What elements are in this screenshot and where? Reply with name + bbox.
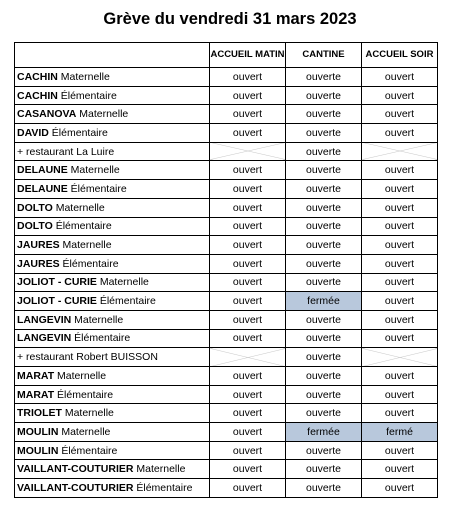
school-name-cell [15,367,210,386]
school-name: MARAT [17,369,55,382]
table-row [15,161,438,180]
school-name-cell [15,105,210,124]
school-level: Maternelle [96,276,149,289]
school-name-cell [15,142,210,161]
accueil-matin-cell: ouvert [210,292,286,311]
table-row [15,198,438,217]
school-name: DOLTO [17,220,53,233]
cantine-cell: ouverte [286,161,362,180]
page-title: Grève du vendredi 31 mars 2023 [103,10,357,28]
accueil-soir-cell: ouvert [362,310,438,329]
accueil-matin-cell: ouvert [210,124,286,143]
school-level: Maternelle [57,70,110,83]
accueil-soir-cell: ouvert [362,86,438,105]
table-row [15,479,438,498]
school-level: Élémentaire [54,388,114,401]
cantine-cell: ouverte [286,105,362,124]
table-row [15,217,438,236]
school-name: JAURES [17,239,60,252]
cantine-cell: ouverte [286,142,362,161]
accueil-matin-cell: ouvert [210,68,286,87]
accueil-matin-cell: ouvert [210,198,286,217]
table-row [15,385,438,404]
accueil-matin-cell: ouvert [210,161,286,180]
school-level: Maternelle [58,425,111,438]
school-level: Maternelle [133,463,186,476]
school-level: Maternelle [76,108,129,121]
accueil-soir-cell: ouvert [362,124,438,143]
accueil-soir-cell: ouvert [362,105,438,124]
school-level: Maternelle [52,201,105,214]
table-row [15,68,438,87]
accueil-soir-cell: fermé [362,423,438,442]
school-level: Élémentaire [59,257,119,270]
table-row [15,86,438,105]
table-row [15,105,438,124]
not-applicable-cell [362,142,438,161]
accueil-matin-cell: ouvert [210,105,286,124]
accueil-soir-cell: ouvert [362,180,438,199]
school-level: + restaurant La Luire [17,145,115,158]
accueil-matin-cell: ouvert [210,217,286,236]
table-row [15,367,438,386]
cantine-cell: ouverte [286,217,362,236]
school-name-cell [15,254,210,273]
cantine-cell: ouverte [286,460,362,479]
school-name-cell [15,404,210,423]
table-row [15,404,438,423]
school-name-cell [15,236,210,255]
school-level: Élémentaire [67,182,127,195]
accueil-matin-cell: ouvert [210,385,286,404]
school-level: Élémentaire [48,126,108,139]
school-level: Élémentaire [96,295,156,308]
accueil-matin-cell: ouvert [210,441,286,460]
table-row [15,273,438,292]
table-row [15,142,438,161]
school-name-cell [15,86,210,105]
school-level: Élémentaire [52,220,112,233]
school-name-cell [15,180,210,199]
cantine-cell: ouverte [286,124,362,143]
school-name-cell [15,348,210,367]
table-row [15,254,438,273]
accueil-soir-cell: ouvert [362,198,438,217]
school-name-cell [15,385,210,404]
school-name: LANGEVIN [17,332,72,345]
school-name-cell [15,198,210,217]
accueil-matin-cell: ouvert [210,329,286,348]
cantine-cell: ouverte [286,385,362,404]
not-applicable-cell [362,348,438,367]
accueil-matin-cell: ouvert [210,86,286,105]
school-name: MOULIN [17,425,59,438]
school-name-cell [15,479,210,498]
accueil-soir-cell: ouvert [362,367,438,386]
accueil-soir-cell: ouvert [362,236,438,255]
school-name: LANGEVIN [17,313,72,326]
school-name: JOLIOT - CURIE [17,295,97,308]
school-name: DAVID [17,126,49,139]
table-row [15,348,438,367]
school-name-cell [15,124,210,143]
school-name: CASANOVA [17,108,77,121]
strike-status-table [14,42,438,498]
accueil-soir-cell: ouvert [362,161,438,180]
accueil-soir-cell: ouvert [362,441,438,460]
accueil-matin-cell: ouvert [210,180,286,199]
school-level: Élémentaire [58,444,118,457]
school-name-cell [15,68,210,87]
school-name: CACHIN [17,70,58,83]
cantine-cell: fermée [286,292,362,311]
school-name-cell [15,460,210,479]
accueil-soir-cell: ouvert [362,385,438,404]
cantine-cell: fermée [286,423,362,442]
cantine-cell: ouverte [286,180,362,199]
cantine-cell: ouverte [286,479,362,498]
accueil-matin-cell: ouvert [210,479,286,498]
school-name: DOLTO [17,201,53,214]
cantine-cell: ouverte [286,329,362,348]
school-name: MOULIN [17,444,59,457]
school-name: JAURES [17,257,60,270]
accueil-soir-cell: ouvert [362,292,438,311]
school-name-cell [15,217,210,236]
accueil-soir-cell: ouvert [362,273,438,292]
cantine-cell: ouverte [286,68,362,87]
school-name-cell [15,273,210,292]
table-body [15,68,438,498]
school-level: Maternelle [54,369,107,382]
accueil-matin-cell: ouvert [210,423,286,442]
school-name-cell [15,423,210,442]
accueil-soir-cell: ouvert [362,68,438,87]
accueil-soir-cell: ouvert [362,479,438,498]
header-accueil-matin: ACCUEIL MATIN [210,43,286,68]
accueil-matin-cell: ouvert [210,460,286,479]
school-name-cell [15,310,210,329]
accueil-soir-cell: ouvert [362,460,438,479]
accueil-soir-cell: ouvert [362,217,438,236]
table-row [15,310,438,329]
cantine-cell: ouverte [286,273,362,292]
school-name: MARAT [17,388,55,401]
school-name-cell [15,329,210,348]
table-header-row [15,43,438,68]
accueil-matin-cell: ouvert [210,404,286,423]
accueil-soir-cell: ouvert [362,404,438,423]
accueil-soir-cell: ouvert [362,254,438,273]
school-name: DELAUNE [17,182,68,195]
school-name-cell [15,161,210,180]
cantine-cell: ouverte [286,367,362,386]
table-row [15,329,438,348]
header-accueil-soir: ACCUEIL SOIR [362,43,438,68]
accueil-soir-cell: ouvert [362,329,438,348]
school-name: DELAUNE [17,164,68,177]
header-school [15,43,210,68]
school-level: + restaurant Robert BUISSON [17,351,158,364]
school-level: Maternelle [67,164,120,177]
school-level: Élémentaire [133,481,193,494]
table-row [15,292,438,311]
table-row [15,423,438,442]
cantine-cell: ouverte [286,348,362,367]
cantine-cell: ouverte [286,404,362,423]
not-applicable-cell [210,142,286,161]
header-cantine: CANTINE [286,43,362,68]
school-name-cell [15,441,210,460]
cantine-cell: ouverte [286,198,362,217]
cantine-cell: ouverte [286,310,362,329]
table-row [15,460,438,479]
cantine-cell: ouverte [286,86,362,105]
table-row [15,180,438,199]
cantine-cell: ouverte [286,441,362,460]
accueil-matin-cell: ouvert [210,236,286,255]
cantine-cell: ouverte [286,254,362,273]
cantine-cell: ouverte [286,236,362,255]
accueil-matin-cell: ouvert [210,273,286,292]
school-level: Élémentaire [71,332,131,345]
not-applicable-cell [210,348,286,367]
table-row [15,236,438,255]
school-name: VAILLANT-COUTURIER [17,463,134,476]
table-row [15,124,438,143]
school-name-cell [15,292,210,311]
school-name: JOLIOT - CURIE [17,276,97,289]
school-name: CACHIN [17,89,58,102]
school-name: VAILLANT-COUTURIER [17,481,134,494]
school-level: Maternelle [61,407,114,420]
school-level: Maternelle [59,239,112,252]
school-level: Élémentaire [57,89,117,102]
school-level: Maternelle [71,313,124,326]
accueil-matin-cell: ouvert [210,310,286,329]
accueil-matin-cell: ouvert [210,367,286,386]
accueil-matin-cell: ouvert [210,254,286,273]
table-row [15,441,438,460]
school-name: TRIOLET [17,407,62,420]
